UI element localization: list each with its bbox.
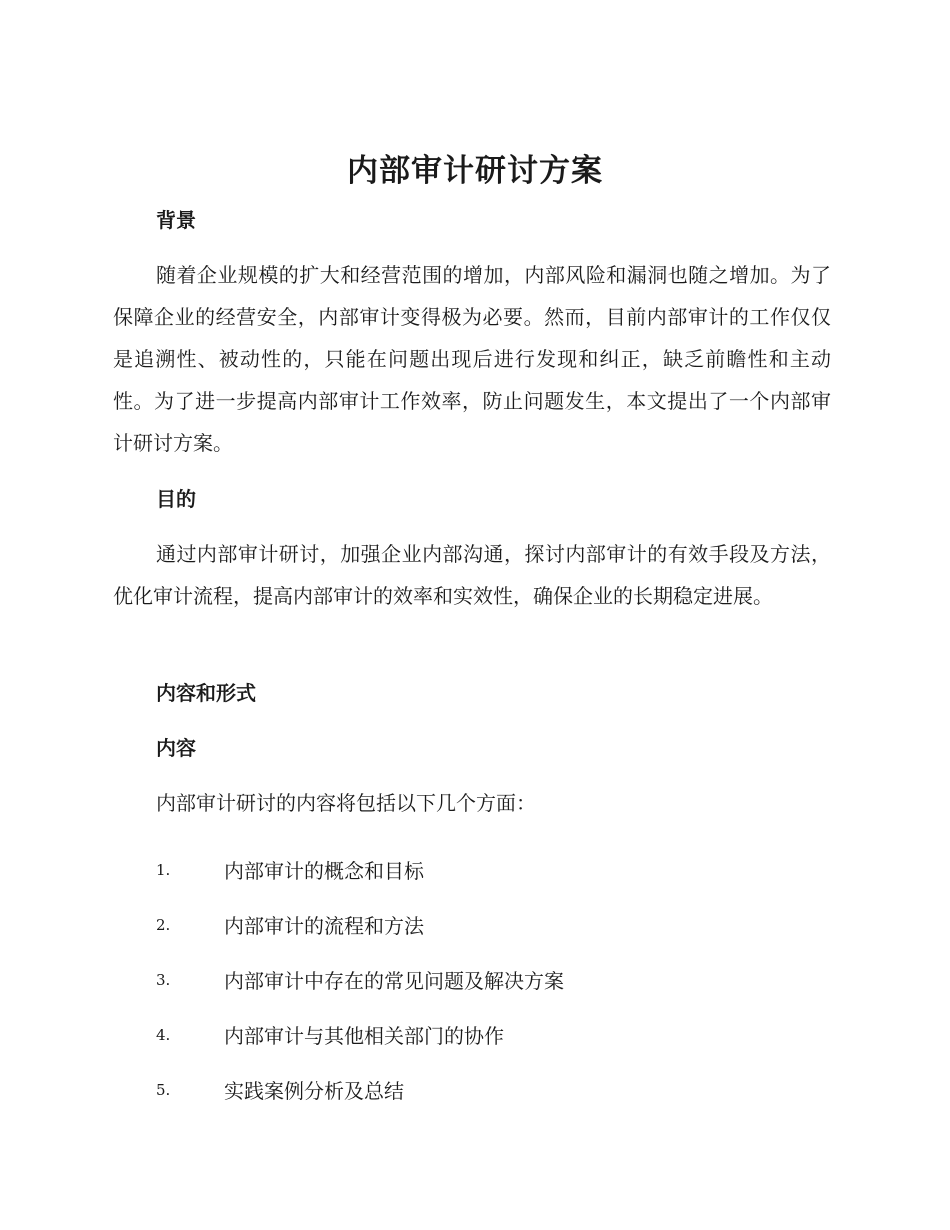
background-paragraph: 随着企业规模的扩大和经营范围的增加，内部风险和漏洞也随之增加。为了保障企业的经营安全，内部审计变得极为必要。然而，目前内部审计的工作仅仅是追溯性、被动性的，只能在问题出现后进行发现和纠正，缺乏前瞻性和主动性。为了进一步提高内部审计工作效率，防止问题发生，本文提出了一个内部审计研讨方案。	[113, 263, 831, 455]
list-item-number: 5.	[156, 1080, 171, 1099]
content-lead-text: 内部审计研讨的内容将包括以下几个方面：	[156, 791, 536, 815]
document-title: 内部审计研讨方案	[347, 153, 603, 189]
list-item-number: 2.	[156, 915, 171, 934]
list-item	[156, 952, 564, 1007]
list-item	[156, 897, 564, 952]
list-item	[156, 842, 564, 897]
list-item-number: 4.	[156, 1025, 171, 1044]
section-heading-content-form: 内容和形式	[156, 681, 256, 705]
list-item-text: 内部审计与其他相关部门的协作	[224, 1024, 504, 1048]
list-item-text: 内部审计的概念和目标	[224, 859, 424, 883]
list-item-number: 1.	[156, 860, 171, 879]
section-heading-background: 背景	[156, 208, 196, 232]
content-list	[156, 842, 564, 1117]
subsection-heading-content: 内容	[156, 736, 196, 760]
list-item-text: 内部审计的流程和方法	[224, 914, 424, 938]
list-item-text: 实践案例分析及总结	[224, 1079, 404, 1103]
list-item-text: 内部审计中存在的常见问题及解决方案	[224, 969, 564, 993]
section-heading-purpose: 目的	[156, 487, 196, 511]
list-item	[156, 1062, 564, 1117]
list-item-number: 3.	[156, 970, 171, 989]
list-item	[156, 1007, 564, 1062]
purpose-paragraph: 通过内部审计研讨，加强企业内部沟通，探讨内部审计的有效手段及方法，优化审计流程，提高内部审计的效率和实效性，确保企业的长期稳定进展。	[113, 542, 831, 608]
